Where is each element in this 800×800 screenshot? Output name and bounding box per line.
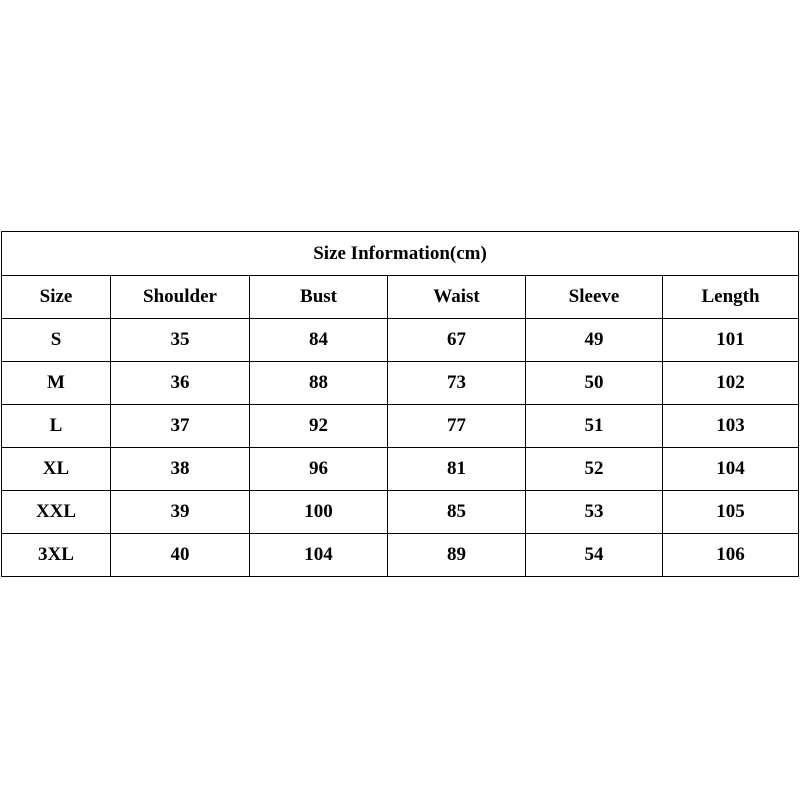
table-row bbox=[2, 448, 799, 491]
size-cell: 3XL bbox=[2, 534, 111, 577]
table-row bbox=[2, 405, 799, 448]
length-cell: 106 bbox=[663, 534, 799, 577]
waist-cell: 77 bbox=[388, 405, 526, 448]
size-cell: XL bbox=[2, 448, 111, 491]
size-cell: M bbox=[2, 362, 111, 405]
table-row bbox=[2, 534, 799, 577]
table-title: Size Information(cm) bbox=[2, 232, 799, 276]
shoulder-cell: 38 bbox=[111, 448, 250, 491]
length-cell: 102 bbox=[663, 362, 799, 405]
sleeve-cell: 50 bbox=[526, 362, 663, 405]
waist-cell: 73 bbox=[388, 362, 526, 405]
table-row bbox=[2, 362, 799, 405]
waist-cell: 85 bbox=[388, 491, 526, 534]
sleeve-cell: 49 bbox=[526, 319, 663, 362]
column-header-waist: Waist bbox=[388, 276, 526, 319]
size-cell: XXL bbox=[2, 491, 111, 534]
column-header-length: Length bbox=[663, 276, 799, 319]
sleeve-cell: 52 bbox=[526, 448, 663, 491]
bust-cell: 84 bbox=[250, 319, 388, 362]
shoulder-cell: 37 bbox=[111, 405, 250, 448]
length-cell: 104 bbox=[663, 448, 799, 491]
length-cell: 103 bbox=[663, 405, 799, 448]
table-title-row bbox=[2, 232, 799, 276]
length-cell: 105 bbox=[663, 491, 799, 534]
size-information-table bbox=[1, 231, 799, 577]
bust-cell: 104 bbox=[250, 534, 388, 577]
bust-cell: 96 bbox=[250, 448, 388, 491]
table-row bbox=[2, 491, 799, 534]
sleeve-cell: 53 bbox=[526, 491, 663, 534]
table-header-row bbox=[2, 276, 799, 319]
column-header-shoulder: Shoulder bbox=[111, 276, 250, 319]
length-cell: 101 bbox=[663, 319, 799, 362]
size-cell: L bbox=[2, 405, 111, 448]
sleeve-cell: 54 bbox=[526, 534, 663, 577]
waist-cell: 81 bbox=[388, 448, 526, 491]
sleeve-cell: 51 bbox=[526, 405, 663, 448]
column-header-sleeve: Sleeve bbox=[526, 276, 663, 319]
size-cell: S bbox=[2, 319, 111, 362]
column-header-size: Size bbox=[2, 276, 111, 319]
waist-cell: 67 bbox=[388, 319, 526, 362]
bust-cell: 88 bbox=[250, 362, 388, 405]
bust-cell: 92 bbox=[250, 405, 388, 448]
waist-cell: 89 bbox=[388, 534, 526, 577]
table-row bbox=[2, 319, 799, 362]
column-header-bust: Bust bbox=[250, 276, 388, 319]
shoulder-cell: 36 bbox=[111, 362, 250, 405]
bust-cell: 100 bbox=[250, 491, 388, 534]
shoulder-cell: 35 bbox=[111, 319, 250, 362]
shoulder-cell: 40 bbox=[111, 534, 250, 577]
shoulder-cell: 39 bbox=[111, 491, 250, 534]
